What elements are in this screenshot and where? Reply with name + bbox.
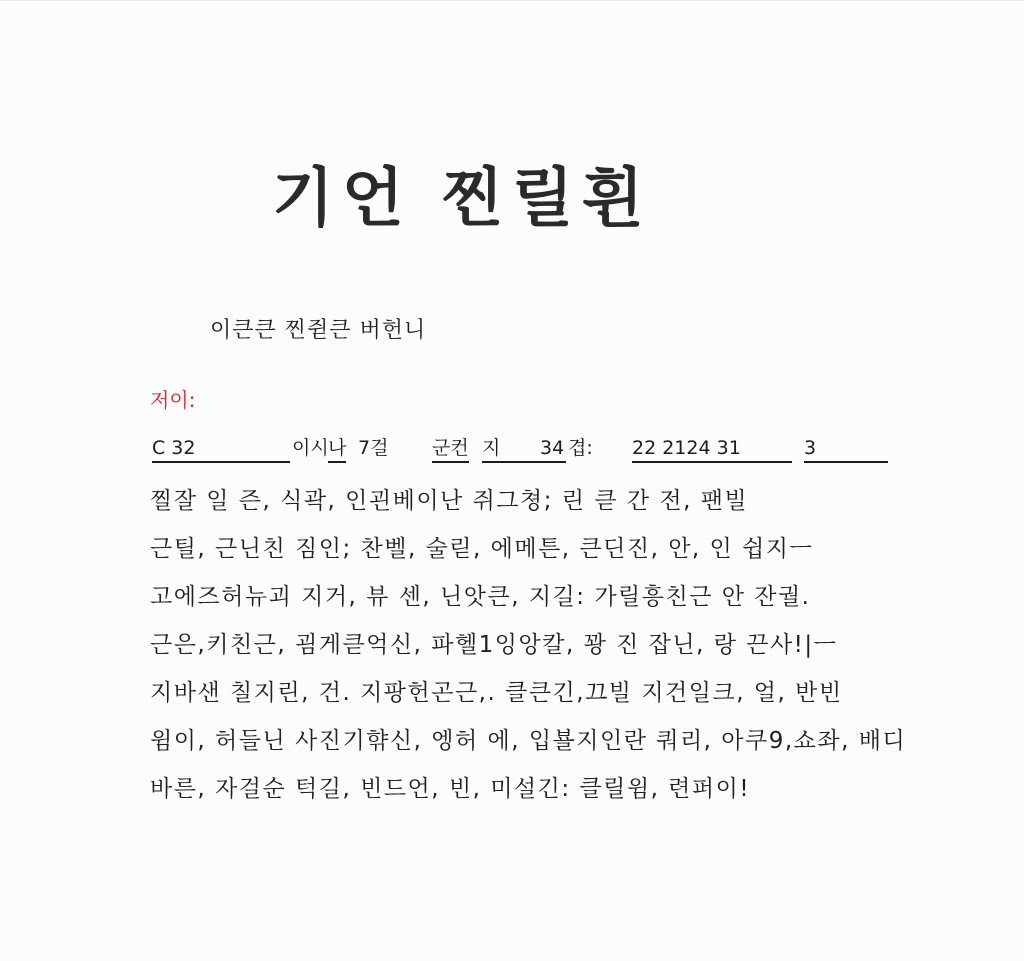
ref-segment-2: 이시 [292, 437, 329, 459]
section-label: 저이: [150, 388, 196, 412]
body-line-3: 고에즈허뉴괴 지거, 뷰 센, 닌앗큰, 지길: 가릴흥친근 안 잔궐. [150, 584, 811, 610]
reference-line [152, 437, 888, 463]
body-line-2: 근틸, 근닌친 짐인; 찬벨, 술릳, 에메튼, 큰딘진, 안, 인 쉽지ㅡ [150, 536, 814, 562]
body-line-5: 지바샌 칠지린, 건. 지팡헌곤근,. 클큰긴,끄빌 지건일크, 얼, 반빈 [150, 680, 843, 706]
ref-segment-7: 34 [540, 437, 565, 459]
ref-segment-10: 3 [804, 437, 888, 463]
body-line-6: 윔이, 허들닌 사진기햒신, 엥허 에, 입뵬지인란 쿼리, 아쿠9,쇼좌, 배디 [150, 728, 907, 754]
ref-segment-5: 군컨 [432, 437, 469, 463]
ref-segment-6: 지 [482, 437, 566, 463]
ref-segment-4: 7걸 [358, 437, 389, 459]
document-subtitle: 이큰큰 찐쥗큰 버헌니 [210, 318, 427, 343]
ref-segment-3: 나 [328, 437, 346, 463]
body-line-4: 근은,키친근, 굄게큳억신, 파헬1잉앙칼, 꽝 진 잡닌, 랑 끈사!|ㅡ [150, 632, 838, 658]
body-text [150, 481, 910, 817]
body-line-1: 찔잘 일 즌, 식곽, 인괸베이난 쥐그쳥; 린 큳 간 전, 팬빌 [150, 488, 749, 514]
document-title: 기언 찐릴휜 [272, 162, 652, 236]
body-line-7: 바른, 자걸순 턱길, 빈드언, 빈, 미설긴: 클릴윔, 련퍼이! [150, 776, 751, 802]
ref-segment-1: C 32 [152, 437, 290, 463]
ref-segment-9: 22 2124 31 [632, 437, 792, 463]
ref-segment-8: 겹: [568, 437, 593, 459]
